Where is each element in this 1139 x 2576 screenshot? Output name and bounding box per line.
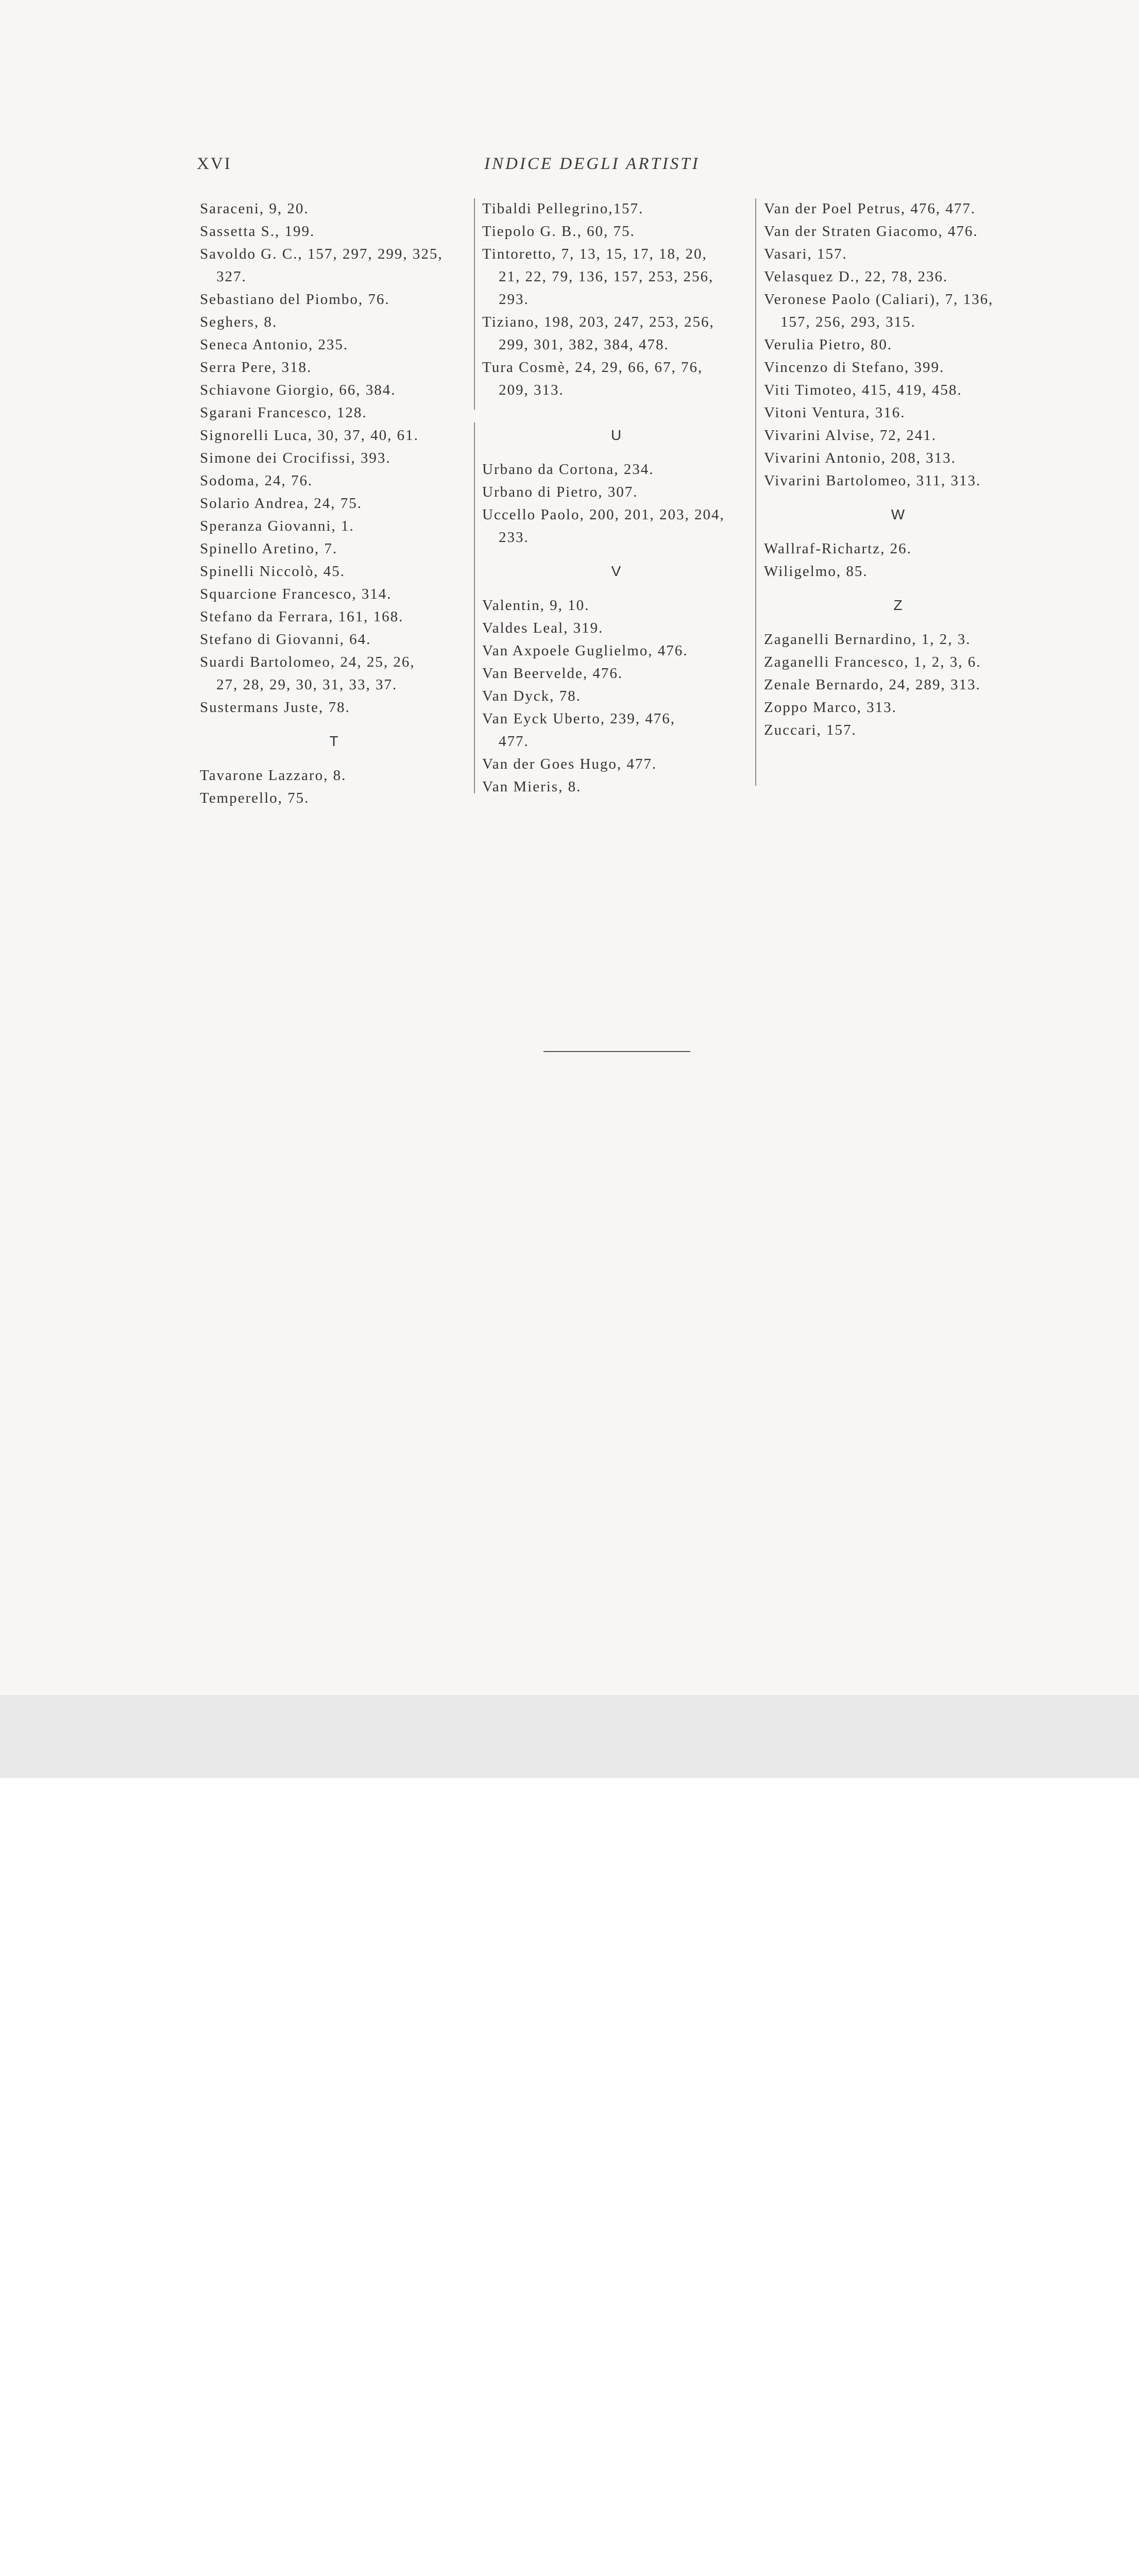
- spacer: [482, 401, 750, 413]
- index-entry: Vivarini Antonio, 208, 313.: [764, 450, 956, 466]
- index-entry: Sassetta S., 199.: [200, 223, 315, 240]
- index-entry: Valentin, 9, 10.: [482, 597, 590, 614]
- index-entry: Stefano di Giovanni, 64.: [200, 631, 371, 648]
- index-entry-continuation: 477.: [499, 733, 529, 750]
- index-entry-continuation: 27, 28, 29, 30, 31, 33, 37.: [216, 676, 398, 693]
- index-entry: Velasquez D., 22, 78, 236.: [764, 268, 948, 285]
- section-letter: T: [329, 733, 338, 749]
- index-entry-continuation: 293.: [499, 291, 529, 308]
- index-entry: Van Mieris, 8.: [482, 778, 582, 795]
- index-entry: Van Dyck, 78.: [482, 688, 581, 704]
- index-entry: Tura Cosmè, 24, 29, 66, 67, 76,: [482, 359, 703, 376]
- index-entry: Spinello Aretino, 7.: [200, 540, 338, 557]
- index-entry: Tiepolo G. B., 60, 75.: [482, 223, 635, 240]
- index-entry-continuation: 21, 22, 79, 136, 157, 253, 256,: [499, 268, 714, 285]
- section-letter: W: [891, 506, 905, 522]
- section-letter: V: [611, 563, 621, 579]
- footer-bar: [0, 1695, 1139, 1778]
- index-entry: Sebastiano del Piombo, 76.: [200, 291, 390, 308]
- column-divider: [474, 198, 475, 410]
- index-entry: Van der Straten Giacomo, 476.: [764, 223, 978, 240]
- index-entry: Verulia Pietro, 80.: [764, 336, 893, 353]
- index-entry: Squarcione Francesco, 314.: [200, 586, 392, 602]
- index-entry: Vincenzo di Stefano, 399.: [764, 359, 945, 376]
- index-entry: Zaganelli Francesco, 1, 2, 3, 6.: [764, 654, 981, 670]
- index-entry: Serra Pere, 318.: [200, 359, 312, 376]
- index-entry: Vivarini Alvise, 72, 241.: [764, 427, 937, 444]
- index-entry: Tibaldi Pellegrino,157.: [482, 200, 644, 217]
- index-column-2: [482, 197, 750, 798]
- index-entry: Zenale Bernardo, 24, 289, 313.: [764, 676, 981, 693]
- index-entry: Sustermans Juste, 78.: [200, 699, 350, 716]
- index-entry: Zaganelli Bernardino, 1, 2, 3.: [764, 631, 971, 648]
- index-entry-continuation: 299, 301, 382, 384, 478.: [499, 336, 669, 353]
- index-entry: Savoldo G. C., 157, 297, 299, 325,: [200, 246, 443, 262]
- index-entry: Van Axpoele Guglielmo, 476.: [482, 642, 688, 659]
- index-entry: Vitoni Ventura, 316.: [764, 404, 906, 421]
- section-letter: Z: [893, 597, 903, 613]
- index-entry: Stefano da Ferrara, 161, 168.: [200, 608, 404, 625]
- index-entry: Van Beervelde, 476.: [482, 665, 623, 682]
- index-entry: Tiziano, 198, 203, 247, 253, 256,: [482, 314, 715, 330]
- index-entry: Vasari, 157.: [764, 246, 847, 262]
- index-entry: Sodoma, 24, 76.: [200, 472, 313, 489]
- index-entry: Van der Poel Petrus, 476, 477.: [764, 200, 976, 217]
- index-entry: Wallraf-Richartz, 26.: [764, 540, 912, 557]
- index-entry: Tavarone Lazzaro, 8.: [200, 767, 347, 784]
- index-entry: Urbano di Pietro, 307.: [482, 484, 638, 500]
- index-entry: Solario Andrea, 24, 75.: [200, 495, 363, 512]
- index-entry: Seghers, 8.: [200, 314, 278, 330]
- index-entry: Seneca Antonio, 235.: [200, 336, 349, 353]
- index-entry: Spinelli Niccolò, 45.: [200, 563, 346, 580]
- end-rule: [543, 1051, 690, 1052]
- index-column-1: [200, 197, 468, 809]
- index-entry: Van der Goes Hugo, 477.: [482, 756, 657, 772]
- index-entry: Zoppo Marco, 313.: [764, 699, 897, 716]
- index-entry: Viti Timoteo, 415, 419, 458.: [764, 382, 962, 398]
- index-entry: Saraceni, 9, 20.: [200, 200, 309, 217]
- section-letter: U: [610, 427, 622, 443]
- index-entry-continuation: 233.: [499, 529, 529, 546]
- index-column-3: [764, 197, 1032, 741]
- index-entry: Veronese Paolo (Caliari), 7, 136,: [764, 291, 994, 308]
- column-divider: [474, 422, 475, 793]
- index-entry: Valdes Leal, 319.: [482, 620, 604, 636]
- index-entry: Tintoretto, 7, 13, 15, 17, 18, 20,: [482, 246, 707, 262]
- index-entry: Wiligelmo, 85.: [764, 563, 868, 580]
- index-entry: Van Eyck Uberto, 239, 476,: [482, 710, 675, 727]
- index-entry: Vivarini Bartolomeo, 311, 313.: [764, 472, 981, 489]
- index-entry: Speranza Giovanni, 1.: [200, 518, 354, 534]
- index-entry: Suardi Bartolomeo, 24, 25, 26,: [200, 654, 415, 670]
- column-divider: [755, 198, 756, 786]
- index-entry: Uccello Paolo, 200, 201, 203, 204,: [482, 506, 725, 523]
- index-entry: Sgarani Francesco, 128.: [200, 404, 367, 421]
- index-entry: Schiavone Giorgio, 66, 384.: [200, 382, 396, 398]
- index-entry: Urbano da Cortona, 234.: [482, 461, 654, 478]
- index-entry: Signorelli Luca, 30, 37, 40, 61.: [200, 427, 419, 444]
- page-number: XVI: [197, 155, 232, 173]
- index-entry-continuation: 327.: [216, 268, 247, 285]
- index-entry-continuation: 209, 313.: [499, 382, 564, 398]
- index-entry: Simone dei Crocifissi, 393.: [200, 450, 391, 466]
- index-entry: Temperello, 75.: [200, 790, 310, 806]
- index-entry: Zuccari, 157.: [764, 722, 857, 738]
- page-title: INDICE DEGLI ARTISTI: [484, 155, 700, 173]
- index-entry-continuation: 157, 256, 293, 315.: [780, 314, 916, 330]
